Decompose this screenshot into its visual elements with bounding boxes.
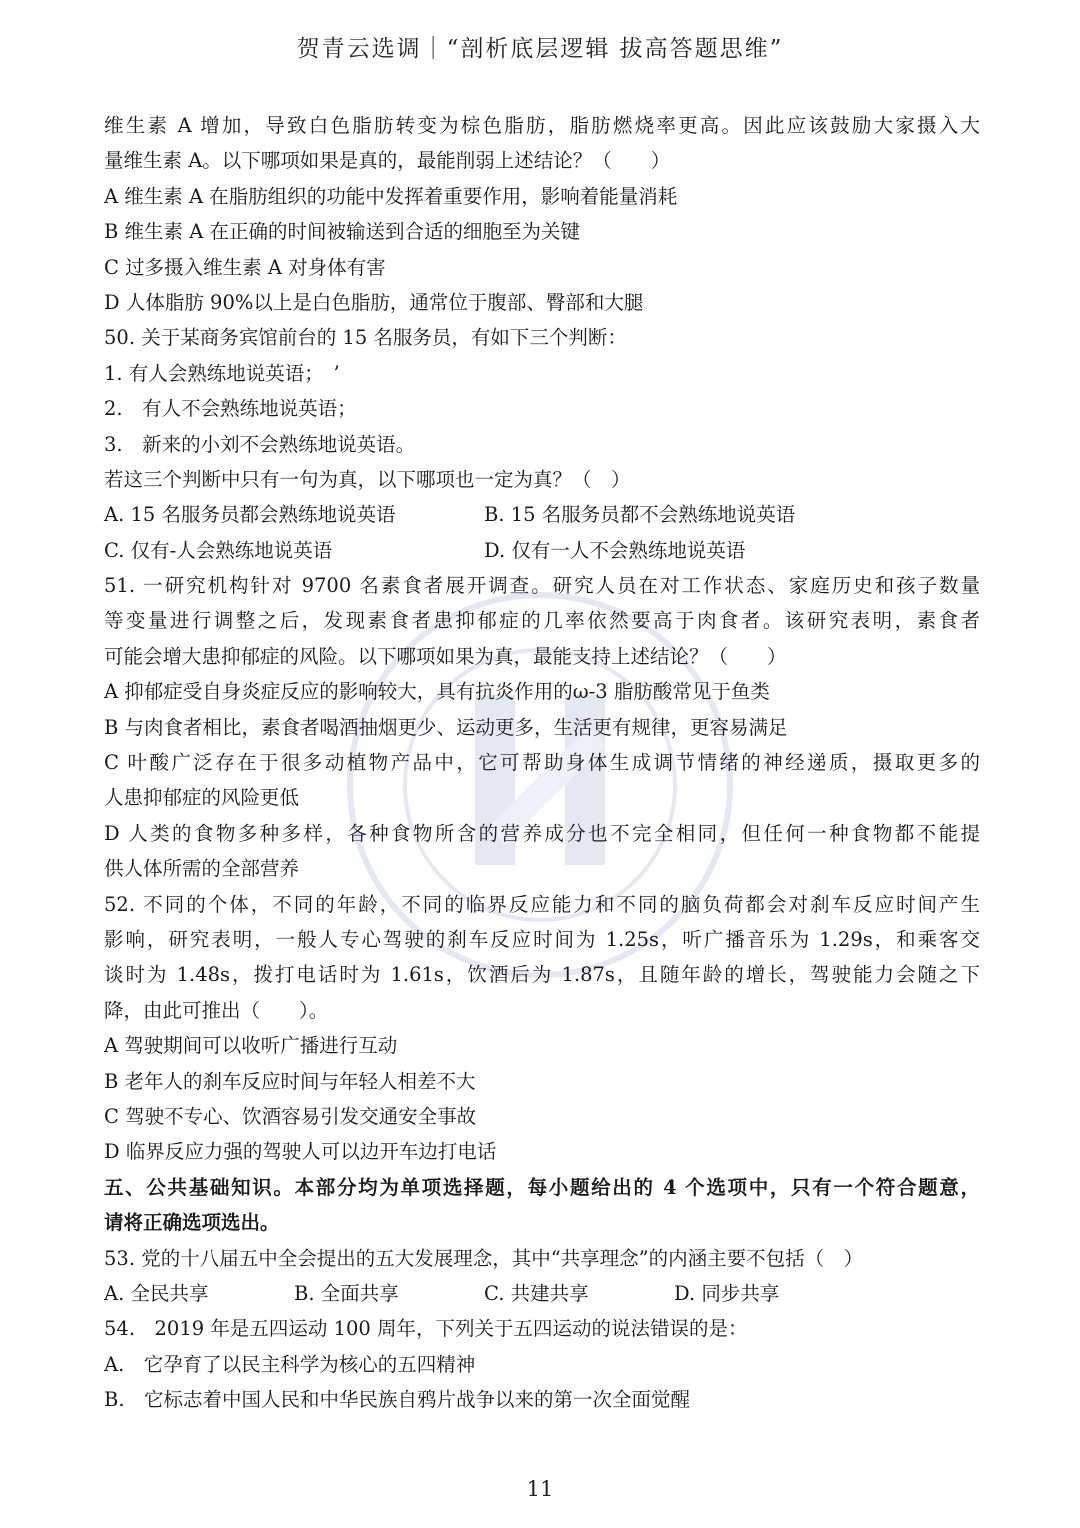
page-header: 贺青云选调｜“剖析底层逻辑 拔高答题思维” <box>296 36 784 62</box>
q50-option-b: B. 15 名服务员都不会熟练地说英语 <box>484 503 796 527</box>
q51-option-d-line-1: D 人类的食物多种多样，各种食物所含的营养成分也不完全相同，但任何一种食物都不能提 <box>104 821 980 845</box>
q50-options-row-2 <box>104 533 980 568</box>
q53-option-c: C. 共建共享 <box>484 1281 589 1305</box>
q51-stem-line-1: 51. 一研究机构针对 9700 名素食者展开调查。研究人员在对工作状态、家庭历史和孩子数量 <box>104 574 980 598</box>
q51-option-a: A 抑郁症受自身炎症反应的影响较大，具有抗炎作用的ω-3 脂肪酸常见于鱼类 <box>104 680 770 704</box>
q50-question: 若这三个判断中只有一句为真，以下哪项也一定为真？（ ） <box>104 467 631 491</box>
q50-judgment-2: 2. 有人不会熟练地说英语； <box>104 397 357 421</box>
q53-option-a: A. 全民共享 <box>104 1281 209 1305</box>
q49-option-c: C 过多摄入维生素 A 对身体有害 <box>104 255 386 279</box>
q54-option-a: A. 它孕育了以民主科学为核心的五四精神 <box>104 1352 476 1376</box>
q53-stem: 53. 党的十八届五中全会提出的五大发展理念，其中“共享理念”的内涵主要不包括（ ） <box>104 1246 864 1270</box>
q52-stem-line-1: 52. 不同的个体，不同的年龄，不同的临界反应能力和不同的脑负荷都会对刹车反应时间产生 <box>104 892 980 916</box>
q52-option-b: B 老年人的刹车反应时间与年轻人相差不大 <box>104 1069 476 1093</box>
q51-option-b: B 与肉食者相比，素食者喝酒抽烟更少、运动更多，生活更有规律，更容易满足 <box>104 715 788 739</box>
q52-option-a: A 驾驶期间可以收听广播进行互动 <box>104 1034 398 1058</box>
q54-stem: 54. 2019 年是五四运动 100 周年，下列关于五四运动的说法错误的是： <box>104 1317 748 1341</box>
q49-stem-line-1: 维生素 A 增加，导致白色脂肪转变为棕色脂肪，脂肪燃烧率更高。因此应该鼓励大家摄入大 <box>104 114 980 137</box>
q53-option-d: D. 同步共享 <box>674 1281 780 1305</box>
q51-option-c-line-1: C 叶酸广泛存在于很多动植物产品中，它可帮助身体生成调节情绪的神经递质，摄取更多的 <box>104 751 980 775</box>
q51-option-d-line-2: 供人体所需的全部营养 <box>104 857 300 881</box>
q52-option-c: C 驾驶不专心、饮酒容易引发交通安全事故 <box>104 1104 477 1128</box>
section-5-heading-line-2: 请将正确选项选出。 <box>104 1211 280 1235</box>
q52-option-d: D 临界反应力强的驾驶人可以边开车边打电话 <box>104 1140 497 1164</box>
q51-stem-line-3: 可能会增大患抑郁症的风险。以下哪项如果为真，最能支持上述结论？（ ） <box>104 644 787 668</box>
q50-option-c: C. 仅有-人会熟练地说英语 <box>104 538 333 562</box>
q52-stem-line-4: 降，由此可推出（ ）。 <box>104 998 329 1022</box>
section-5-heading-line-1: 五、公共基础知识。本部分均为单项选择题，每小题给出的 4 个选项中，只有一个符合题意， <box>104 1175 980 1199</box>
page-body <box>104 108 980 1417</box>
q53-options-row <box>104 1276 980 1311</box>
q52-stem-line-3: 谈时为 1.48s，拨打电话时为 1.61s，饮酒后为 1.87s，且随年龄的增长，驾驶能力会随之下 <box>104 963 980 987</box>
q49-option-a: A 维生素 A 在脂肪组织的功能中发挥着重要作用，影响着能量消耗 <box>104 184 678 208</box>
q49-option-b: B 维生素 A 在正确的时间被输送到合适的细胞至为关键 <box>104 220 581 244</box>
q52-stem-line-2: 影响，研究表明，一般人专心驾驶的刹车反应时间为 1.25s，听广播音乐为 1.29s，和乘客交 <box>104 927 980 951</box>
q49-stem-line-2: 量维生素 A。以下哪项如果是真的，最能削弱上述结论？（ ） <box>104 149 671 173</box>
q51-stem-line-2: 等变量进行调整之后，发现素食者患抑郁症的几率依然要高于肉食者。该研究表明，素食者 <box>104 609 980 633</box>
q50-judgment-3: 3. 新来的小刘不会熟练地说英语。 <box>104 432 416 456</box>
q50-options-row-1 <box>104 497 980 532</box>
page-number: 11 <box>526 1477 554 1501</box>
q51-option-c-line-2: 人患抑郁症的风险更低 <box>104 786 300 810</box>
q50-judgment-1: 1. 有人会熟练地说英语； ’ <box>104 361 340 385</box>
q54-option-b: B. 它标志着中国人民和中华民族自鸦片战争以来的第一次全面觉醒 <box>104 1388 691 1412</box>
q50-option-d: D. 仅有一人不会熟练地说英语 <box>484 538 746 562</box>
q50-stem: 50. 关于某商务宾馆前台的 15 名服务员，有如下三个判断： <box>104 326 627 350</box>
q50-option-a: A. 15 名服务员都会熟练地说英语 <box>104 503 396 527</box>
q53-option-b: B. 全面共享 <box>294 1281 399 1305</box>
q49-option-d: D 人体脂肪 90%以上是白色脂肪，通常位于腹部、臀部和大腿 <box>104 290 644 314</box>
